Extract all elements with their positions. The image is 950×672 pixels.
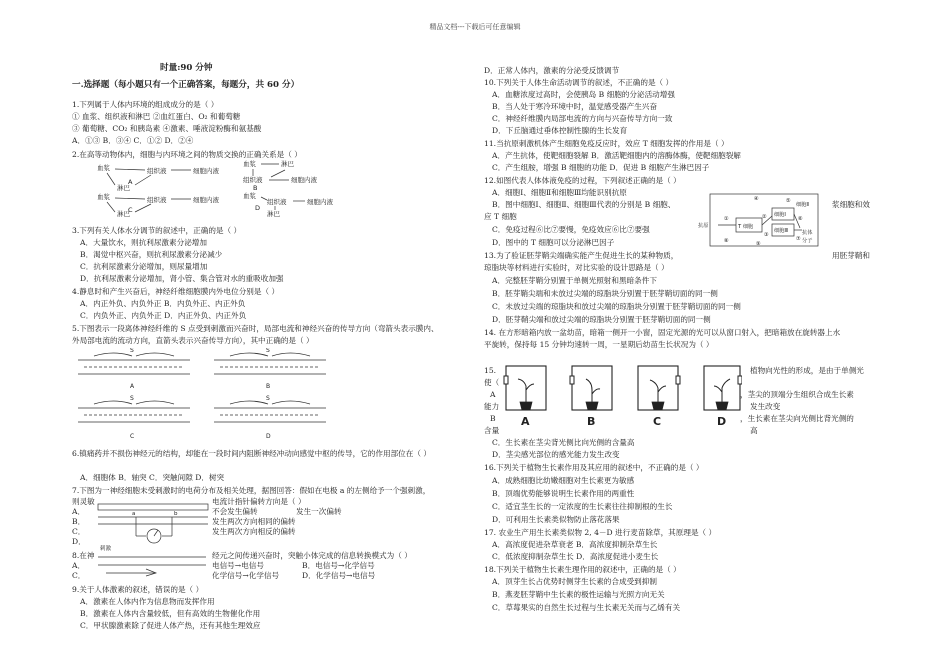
q15-r1: 植物向光性的形成，是由于单侧光 — [750, 366, 864, 375]
fig5-s-a: S — [130, 348, 134, 354]
q15-r4: ，生长素在茎尖向光侧比背光侧的 — [740, 414, 854, 423]
q18-c: C．草莓果实的自然生长过程与生长素无关而与乙烯有关 — [492, 603, 681, 612]
q15-c: C．生长素在茎尖背光侧比向光侧的含量高 — [492, 438, 635, 447]
fig2-d-lymph: 淋巴 — [267, 210, 280, 218]
q7-opt-b: 发生一次偏转 — [296, 507, 342, 516]
fig2-label-d: D — [255, 204, 261, 212]
q4-cd: C．内负外正、内负外正 D．内正外负、内正外负 — [80, 311, 247, 320]
q10-stem: 10.下列关于人体生命活动调节的叙述，不正确的是（ ） — [484, 78, 674, 87]
fig12-n2: ② — [762, 214, 767, 220]
q12-immunity-diagram — [696, 190, 828, 254]
q11-ab: A．产生抗体，使靶细胞裂解 B．激活靶细胞内的溶酶体酶，使靶细胞裂解 — [492, 151, 741, 160]
q14-label-d: D — [717, 415, 727, 428]
q1-line2: ③ 葡萄糖、CO₂ 和胰岛素 ④激素、唾液淀粉酶和氨基酸 — [72, 124, 262, 133]
q1-line1: ① 血浆、组织液和淋巴 ②血红蛋白、O₂ 和葡萄糖 — [72, 112, 241, 121]
q12-c: C．免疫过程⑥比⑦要慢，免疫效应⑥比⑦要强 — [492, 225, 650, 234]
fig2-a-blood: 血浆 — [97, 164, 110, 172]
q16-a: A．成熟细胞比幼嫩细胞对生长素更为敏感 — [492, 476, 635, 485]
q12-b: B．图中细胞Ⅰ、细胞Ⅱ、细胞Ⅲ代表的分别是 B 细胞、 — [492, 200, 676, 209]
q2-stem: 2.在高等动物体内，细胞与内环境之间的物质交换的正确关系是（ ） — [72, 150, 302, 159]
q3-b: B．渴觉中枢兴奋，则抗利尿激素分泌减少 — [80, 250, 223, 259]
fig2-b-cell: 细胞内液 — [291, 176, 317, 184]
q13-c: C．未放过尖端的琼脂块和放过尖端的琼脂块分别置于胚芽鞘切面的同一侧 — [492, 302, 741, 311]
fig12-antigen: 抗原 — [698, 223, 709, 229]
q3-d: D．抗利尿激素分泌增加，肾小管、集合管对水的重吸收加强 — [80, 274, 284, 283]
q7-stem-2: 则灵敏 — [72, 497, 95, 506]
q9-a: A．激素在人体内作为信息物而发挥作用 — [80, 597, 215, 606]
q7-label-c: C． — [72, 527, 86, 536]
q6-stem: 6.镇痛药并不损伤神经元的结构，却能在一段时间内阻断神经冲动向感觉中枢的传导，它的作用部位在（ ） — [72, 449, 431, 458]
q12-stem: 12.如图代表人体体液免疫的过程，下列叙述正确的是（ ） — [484, 176, 681, 185]
fig12-n3: ③ — [764, 232, 769, 238]
fig2-d-tissue: 组织液 — [267, 198, 287, 206]
q8-label-c: C． — [72, 571, 86, 580]
fig5-label-c: C — [130, 433, 135, 440]
q15-r2: ，茎尖的顶端分生组织合成生长素 — [740, 390, 854, 399]
time-limit: 时量:90 分钟 — [160, 63, 213, 73]
q15-r5: 高 — [750, 426, 758, 435]
fig5-label-b: B — [266, 383, 271, 390]
fig12-n4: ④ — [754, 196, 759, 202]
page-header: 精品文档---下载后可任意编辑 — [429, 23, 521, 31]
fig5-label-a: A — [130, 383, 135, 390]
q13-stem: 13.为了验证胚芽鞘尖端确实能产生促进生长的某种物质， — [484, 251, 679, 260]
q7-label-a: A． — [72, 507, 86, 516]
q15-num: 15. — [484, 366, 497, 375]
fig2-c-cell: 细胞内液 — [193, 196, 219, 204]
q8-opt-a: 电信号→电信号 — [212, 561, 264, 570]
q16-d: D．可利用生长素类似物防止落花落果 — [492, 515, 620, 524]
section-title: 一.选择题（每小题只有一个正确答案，每题分，共 60 分） — [72, 80, 300, 90]
q18-stem: 18.下列关于植物生长素生理作用的叙述中，正确的是（ ） — [484, 565, 681, 574]
q7-stem: 7.下图为一神经细胞未受刺激时的电荷分布及相关处理，据图回答：假如在电极 a 的左侧给予一个强刺激， — [72, 486, 431, 495]
q17-cd: C．低浓度抑制杂草生长 D．高浓度促进小麦生长 — [492, 552, 659, 561]
q14-label-b: B — [587, 415, 596, 428]
fig5-s-b: S — [266, 348, 270, 354]
fig12-n8: ⑧ — [724, 238, 729, 244]
q4-ab: A．内正外负、内负外正 B．内负外正、内正外负 — [80, 299, 246, 308]
q7-label-b: B． — [72, 517, 86, 526]
fig7-a: a — [132, 511, 136, 517]
q17-stem: 17. 农业生产用生长素类似物 2, 4－D 进行麦苗除草，其原理是（ ） — [484, 528, 717, 537]
q7-galvanometer-diagram — [96, 502, 212, 552]
q12-side-1: 浆细胞和效 — [832, 200, 870, 209]
q3-a: A．大量饮水，则抗利尿激素分泌增加 — [80, 238, 207, 247]
q8-synapse-diagram — [96, 553, 208, 577]
fig12-n7: ⑦ — [796, 236, 801, 242]
q17-ab: A．高浓度促进杂草衰老 B．高浓度抑制杂草生长 — [492, 540, 658, 549]
q9-stem: 9.关于人体激素的叙述，错误的是（ ） — [72, 585, 204, 594]
q7-opt-c: 发生两次方向相同的偏转 — [212, 517, 296, 526]
q8-opt-b: B．电信号→化学信号 — [302, 561, 375, 570]
fig12-n1: ① — [724, 216, 729, 222]
q8-opt-c: 化学信号→化学信号 — [212, 571, 280, 580]
fig2-b-lymph: 淋巴 — [281, 160, 294, 168]
q8-label-a: A． — [72, 561, 86, 570]
q1-options: A．①③ B．③④ C．①② D．②④ — [72, 136, 194, 145]
fig7-stim: 刺激 — [100, 546, 112, 552]
fig7-b: b — [174, 511, 178, 517]
q7-tail: 电流计指针偏转方向是（ ） — [212, 497, 306, 506]
fig2-a-cell: 细胞内液 — [193, 167, 219, 175]
fig2-c-tissue: 组织液 — [147, 196, 167, 204]
q15-a: A — [490, 390, 496, 399]
q12-b-cont: 应 T 细胞 — [484, 212, 517, 221]
q6-options: A．细胞体 B．轴突 C．突触间隙 D．树突 — [80, 473, 225, 482]
q10-d: D．下丘脑通过垂体控制性腺的生长发育 — [492, 126, 628, 135]
q16-stem: 16.下列关于植物生长素作用及其应用的叙述中，不正确的是（ ） — [484, 463, 704, 472]
q18-a: A．顶芽生长占优势时侧芽生长素的合成受到抑制 — [492, 577, 657, 586]
q10-c: C．神经纤维膜内局部电流的方向与兴奋传导方向一致 — [492, 114, 673, 123]
q15-ability: 能力 — [484, 402, 500, 411]
q12-d: D．图中的 T 细胞可以分泌淋巴因子 — [492, 238, 615, 247]
q10-a: A．血糖浓度过高时，会使胰岛 B 细胞的分泌活动增强 — [492, 90, 675, 99]
q11-stem: 11.当抗原刺激机体产生细胞免疫反应时，效应 T 细胞发挥的作用是（ ） — [484, 139, 729, 148]
q16-b: B．顶端优势能够说明生长素作用的两重性 — [492, 489, 635, 498]
fig2-b-blood: 血浆 — [243, 160, 256, 168]
fig12-molecule: 分子 — [802, 238, 813, 244]
q18-b: B．燕麦胚芽鞘中生长素的极性运输与光照方向无关 — [492, 590, 665, 599]
fig12-cell3: 细胞Ⅲ — [774, 228, 788, 234]
q13-b: B．胚芽鞘尖端和未放过尖端的琼脂块分别置于胚芽鞘切面的同一侧 — [492, 289, 718, 298]
q8-stem: 8.在神 — [72, 551, 95, 560]
q15-content: 含量 — [484, 426, 500, 435]
q3-stem: 3.下列有关人体水分调节的叙述中，正确的是（ ） — [72, 226, 242, 235]
q13-d: D．胚芽鞘尖端和放过尖端的琼脂块分别置于胚芽鞘切面的同一侧 — [492, 315, 711, 324]
q13-a: A．完整胚芽鞘分别置于单侧光照射和黑暗条件下 — [492, 276, 657, 285]
q14-label-c: C — [653, 415, 662, 428]
q9-b: B．激素在人体内含量较低，但有高效的生物催化作用 — [80, 609, 261, 618]
q15-d: D．茎尖感光部位的感光能力发生改变 — [492, 450, 620, 459]
q12-a: A．细胞Ⅰ、细胞Ⅱ和细胞Ⅲ均能识别抗原 — [492, 188, 627, 197]
fig5-label-d: D — [266, 433, 271, 440]
fig2-label-a: A — [128, 178, 133, 186]
fig12-n9: ⑨ — [756, 241, 761, 247]
q9-c: C．甲状腺激素除了促进人体产热，还有其他生理效应 — [80, 621, 261, 630]
q7-opt-a: 不会发生偏转 — [212, 507, 258, 516]
q3-c: C．抗利尿激素分泌增加，则尿量增加 — [80, 262, 208, 271]
fig2-c-blood: 血浆 — [97, 193, 110, 201]
q14-stem-2: 平旋转，保持每 15 分钟均速转一周，一星期后幼苗生长状况为（ ） — [484, 340, 714, 349]
q16-c: C．适宜茎生长的一定浓度的生长素往往抑制根的生长 — [492, 502, 673, 511]
q14-label-a: A — [521, 415, 530, 428]
q15-r3: 发生改变 — [750, 402, 781, 411]
q14-seedling-boxes — [502, 364, 742, 430]
fig12-tcell: T 细胞 — [738, 224, 754, 230]
q5-stem-2: 外局部电流的流动方向，直箭头表示兴奋传导方向），其中正确的是（ ） — [72, 336, 314, 345]
q7-opt-d: 发生两次方向相反的偏转 — [212, 527, 296, 536]
q13-side: 用胚芽鞘和 — [832, 251, 870, 260]
fig5-s-d: S — [266, 395, 270, 402]
q5-nerve-fiber-diagram — [74, 348, 334, 444]
q10-b: B．当人处于寒冷环境中时，温觉感受器产生兴奋 — [492, 102, 658, 111]
q8-tail: 经元之间传递兴奋时，突触小体完成的信息转换模式为（ ） — [212, 551, 412, 560]
fig12-antibody: 抗体 — [802, 230, 813, 236]
q4-stem: 4.静息时和产生兴奋后，神经纤维细胞膜内外电位分别是（ ） — [72, 287, 280, 296]
fig2-d-cell: 细胞内液 — [307, 198, 333, 206]
fig12-cell2: 细胞Ⅱ — [796, 202, 809, 208]
fig2-d-blood: 血浆 — [243, 192, 256, 200]
fig12-cell1: 细胞Ⅰ — [774, 212, 786, 218]
fig12-n6: ⑥ — [798, 216, 803, 222]
fig2-label-c: C — [128, 206, 133, 214]
q14-stem: 14. 在方形暗箱内放一盆幼苗，暗箱一侧开一小窗，固定光源的光可以从窗口射入，把暗箱放在旋转器上水 — [484, 328, 841, 337]
q9-d: D．正常人体内，激素的分泌受反馈调节 — [484, 66, 620, 75]
q2-exchange-diagram — [95, 160, 355, 218]
q7-label-d: D． — [72, 537, 86, 546]
q13-stem-2: 琼脂块等材料进行实验时，对比实验的设计思路是（ ） — [484, 263, 669, 272]
fig5-s-c: S — [130, 395, 134, 402]
fig2-b-tissue: 组织液 — [243, 176, 263, 184]
fig2-label-b: B — [253, 184, 258, 192]
fig2-a-lymph: 淋巴 — [117, 184, 130, 192]
fig2-a-tissue: 组织液 — [147, 167, 167, 175]
fig12-n5: ⑤ — [786, 198, 791, 204]
fig2-c-lymph: 淋巴 — [117, 210, 130, 218]
q8-opt-d: D．化学信号→电信号 — [302, 571, 376, 580]
q5-stem-1: 5.下图表示一段离体神经纤维的 S 点受到刺激而兴奋时，局部电流和神经兴奋的传导方向（弯箭头表示膜内、 — [72, 324, 439, 333]
q11-cd: C．产生组胺，增强 B 细胞的功能 D．促进 B 细胞产生淋巴因子 — [492, 163, 710, 172]
q15-make: 使（ — [484, 378, 500, 387]
q1-stem: 1.下列属于人体内环境的组成成分的是（ ） — [72, 100, 219, 109]
q15-b: B — [490, 414, 496, 423]
